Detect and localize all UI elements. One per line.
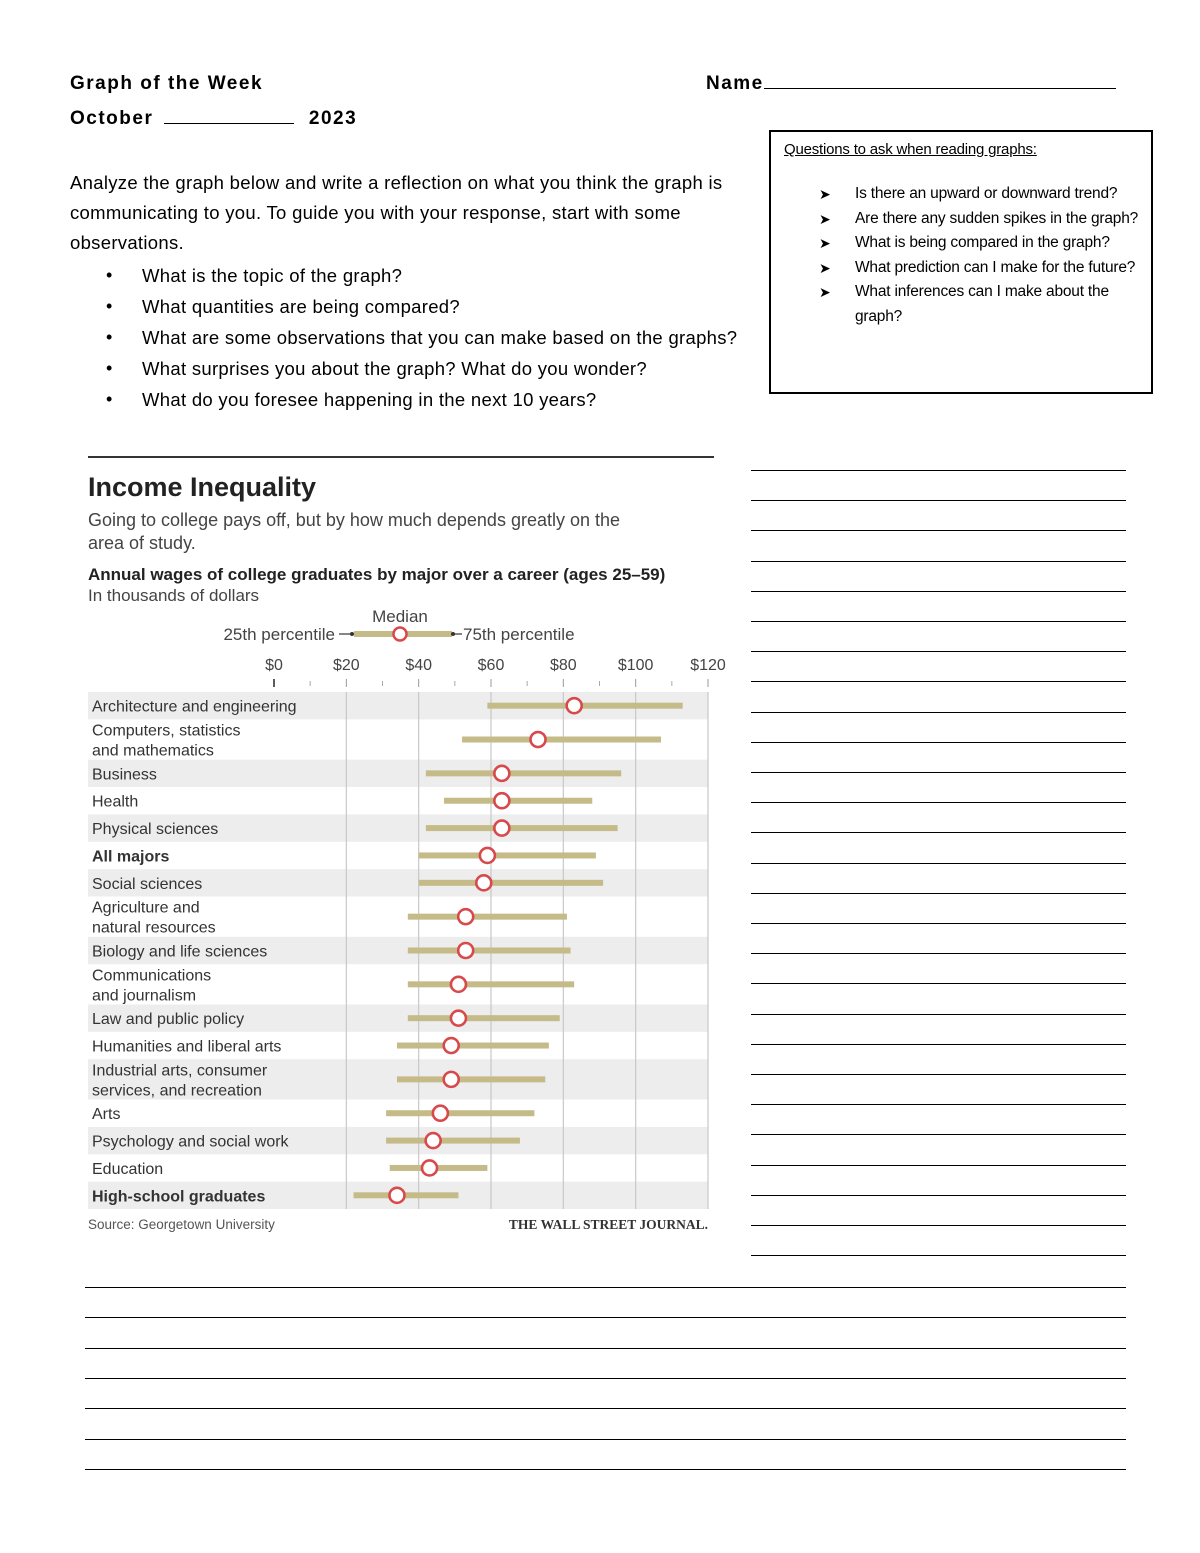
median-dot: [444, 1038, 459, 1053]
range-bar: [397, 1043, 549, 1049]
row-label: Biology and life sciences: [92, 943, 268, 961]
writing-line[interactable]: [751, 742, 1126, 743]
x-axis: [265, 657, 726, 687]
question-item: ➤ What is being compared in the graph?: [855, 231, 1151, 256]
legend-median-dot: [394, 628, 407, 641]
range-bar: [408, 914, 567, 920]
row-label-line: Agriculture and: [92, 899, 200, 917]
question-item: ➤ Are there any sudden spikes in the graph?: [855, 207, 1151, 232]
writing-line[interactable]: [751, 591, 1126, 592]
chart-units: In thousands of dollars: [88, 586, 260, 605]
legend-p75-label: 75th percentile: [463, 625, 575, 644]
writing-line[interactable]: [751, 1195, 1126, 1196]
range-bar: [390, 1165, 488, 1171]
writing-line[interactable]: [751, 802, 1126, 803]
chart-legend: [223, 607, 574, 644]
row-label: All majors: [92, 848, 170, 866]
writing-line[interactable]: [85, 1408, 1126, 1409]
median-dot: [433, 1106, 448, 1121]
range-bar: [408, 981, 574, 987]
median-dot: [422, 1160, 437, 1175]
row-label: [92, 900, 216, 937]
range-bar: [408, 1015, 560, 1021]
legend-median-label: Median: [372, 607, 428, 626]
row-label: Architecture and engineering: [92, 698, 297, 716]
year-label: 2023: [308, 108, 358, 129]
prompt-item: • What do you foresee happening in the next 10 years?: [142, 384, 760, 415]
range-bar: [408, 948, 571, 954]
x-tick-label: $60: [477, 657, 505, 674]
range-bar: [444, 798, 592, 804]
writing-line[interactable]: [751, 923, 1126, 924]
median-dot: [480, 848, 495, 863]
writing-line[interactable]: [751, 470, 1126, 471]
month-label: October: [70, 108, 154, 129]
row-label: Humanities and liberal arts: [92, 1038, 282, 1056]
row-label: Physical sciences: [92, 821, 219, 839]
question-item: ➤ Is there an upward or downward trend?: [855, 182, 1151, 207]
writing-line[interactable]: [751, 500, 1126, 501]
writing-line[interactable]: [85, 1378, 1126, 1379]
writing-line[interactable]: [85, 1439, 1126, 1440]
prompt-item: • What surprises you about the graph? What do you wonder?: [142, 353, 760, 384]
x-tick-label: $40: [405, 657, 433, 674]
legend-p25-label: 25th percentile: [223, 625, 335, 644]
x-tick-label: $0: [265, 657, 283, 674]
row-label-line: and journalism: [92, 987, 197, 1005]
row-label: High-school graduates: [92, 1188, 266, 1206]
writing-line[interactable]: [751, 953, 1126, 954]
writing-line[interactable]: [751, 651, 1126, 652]
row-label-line: services, and recreation: [92, 1082, 262, 1100]
writing-line[interactable]: [751, 832, 1126, 833]
median-dot: [494, 766, 509, 781]
writing-line[interactable]: [751, 1165, 1126, 1166]
writing-line[interactable]: [751, 1104, 1126, 1105]
range-bar: [487, 703, 682, 709]
range-bar: [419, 852, 596, 858]
writing-line[interactable]: [85, 1287, 1126, 1288]
writing-line[interactable]: [751, 1044, 1126, 1045]
chart-subtitle-2: area of study.: [88, 533, 196, 553]
row-label-line: Communications: [92, 967, 212, 985]
row-label-line: Computers, statistics: [92, 722, 241, 740]
prompt-item: • What quantities are being compared?: [142, 291, 760, 322]
range-bar: [462, 737, 661, 743]
writing-line[interactable]: [751, 561, 1126, 562]
writing-line[interactable]: [751, 621, 1126, 622]
range-bar: [419, 880, 603, 886]
row-label-line: Industrial arts, consumer: [92, 1062, 268, 1080]
median-dot: [567, 698, 582, 713]
prompt-item: • What is the topic of the graph?: [142, 260, 760, 291]
x-tick-label: $100: [617, 657, 654, 674]
question-item: ➤ What inferences can I make about the graph?: [855, 280, 1151, 329]
writing-line[interactable]: [751, 772, 1126, 773]
writing-line[interactable]: [751, 983, 1126, 984]
chart-subtitle-1: Going to college pays off, but by how much depends greatly on the: [88, 510, 621, 530]
median-dot: [476, 875, 491, 890]
median-dot: [458, 909, 473, 924]
writing-line[interactable]: [751, 1014, 1126, 1015]
row-label: Psychology and social work: [92, 1133, 289, 1151]
row-label: Health: [92, 793, 139, 811]
writing-line[interactable]: [751, 893, 1126, 894]
row-label: [92, 723, 240, 760]
range-bar: [426, 770, 621, 776]
legend-right-arrowhead: [451, 632, 455, 636]
row-label: Social sciences: [92, 875, 203, 893]
writing-line[interactable]: [751, 1255, 1126, 1256]
chart-title: Income Inequality: [88, 472, 317, 502]
writing-line[interactable]: [751, 1074, 1126, 1075]
writing-line[interactable]: [751, 863, 1126, 864]
question-item: ➤ What prediction can I make for the future?: [855, 256, 1151, 281]
row-label-line: natural resources: [92, 919, 216, 937]
legend-left-arrowhead: [350, 632, 354, 636]
median-dot: [531, 732, 546, 747]
prompt-item: • What are some observations that you can make based on the graphs?: [142, 322, 760, 353]
row-label-line: and mathematics: [92, 742, 214, 760]
x-tick-label: $120: [690, 657, 726, 674]
row-label: Business: [92, 766, 157, 784]
median-dot: [451, 1011, 466, 1026]
writing-line[interactable]: [751, 530, 1126, 531]
chart-credit: THE WALL STREET JOURNAL.: [508, 1217, 708, 1232]
range-bar: [426, 825, 618, 831]
x-tick-label: $20: [332, 657, 360, 674]
writing-line[interactable]: [85, 1317, 1126, 1318]
median-dot: [444, 1072, 459, 1087]
questions-box-title: Questions to ask when reading graphs:: [784, 141, 1037, 158]
writing-line[interactable]: [85, 1469, 1126, 1470]
median-dot: [389, 1188, 404, 1203]
writing-line[interactable]: [751, 1225, 1126, 1226]
chart-source: Source: Georgetown University: [88, 1217, 275, 1232]
range-bar: [386, 1110, 534, 1116]
x-tick-label: $80: [549, 657, 577, 674]
worksheet-title: Graph of the Week: [70, 73, 264, 94]
row-label: Arts: [92, 1106, 121, 1124]
range-bar: [386, 1138, 520, 1144]
range-bar: [354, 1192, 459, 1198]
writing-line[interactable]: [751, 681, 1126, 682]
median-dot: [494, 793, 509, 808]
median-dot: [494, 821, 509, 836]
row-label: [92, 967, 211, 1004]
range-bar: [397, 1076, 545, 1082]
writing-line[interactable]: [85, 1348, 1126, 1349]
median-dot: [451, 977, 466, 992]
row-label: Law and public policy: [92, 1011, 245, 1029]
median-dot: [458, 943, 473, 958]
instructions-paragraph: Analyze the graph below and write a reflection on what you think the graph is communicating to you. To guide you with your response, start with some observations.: [70, 172, 723, 253]
writing-line[interactable]: [751, 1134, 1126, 1135]
row-label: Education: [92, 1160, 164, 1178]
chart-heading: Annual wages of college graduates by major over a career (ages 25–59): [88, 565, 666, 584]
name-label: Name: [706, 73, 764, 94]
median-dot: [426, 1133, 441, 1148]
writing-line[interactable]: [751, 712, 1126, 713]
